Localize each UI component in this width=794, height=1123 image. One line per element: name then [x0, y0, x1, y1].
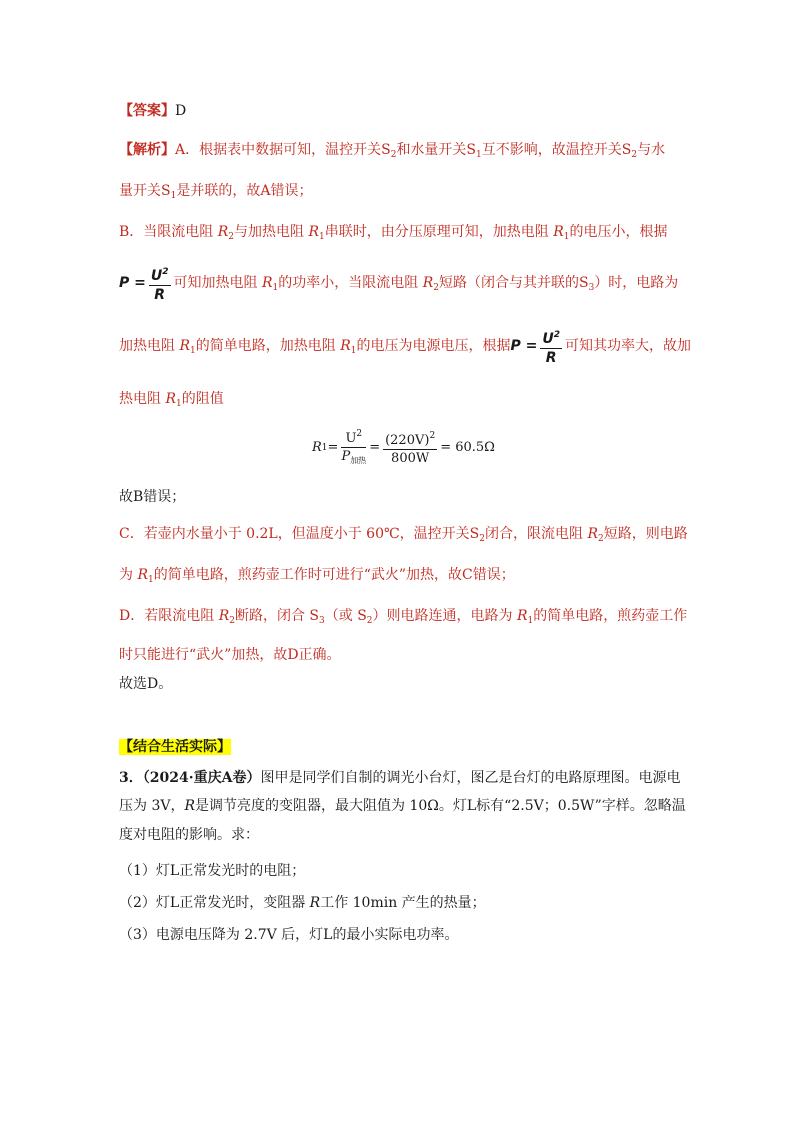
answer-value: D: [175, 103, 187, 119]
analysis-b-line1: B．当限流电阻 $R_2$与加热电阻 $R_1$串联时，由分压原理可知，加热电阻 $R_1$的电压小，根据: [119, 224, 668, 242]
analysis-b-conclusion: 故B错误；: [119, 489, 186, 505]
analysis-label: 【解析】: [119, 142, 175, 158]
resistance-formula-block: R 1 = $\frac{U^2}{P_{加热}}$ = $\frac{(220V)^2}{800W}$ = 60.5Ω: [312, 426, 495, 469]
analysis-a-line1: 【解析】A．根据表中数据可知，温控开关$S_2$和水量开关$S_1$互不影响，故温控开关$S_2$与水: [119, 142, 666, 160]
question-line2: 压为 3V，R是调节亮度的变阻器，最大阻值为 10Ω。灯L标有“2.5V；0.5W”字样。忽略温: [119, 798, 686, 814]
power-formula: P = $\frac{U^2}{R}$: [119, 275, 174, 291]
question-item-3: （3）电源电压降为 2.7V 后，灯L的最小实际电功率。: [119, 927, 459, 943]
analysis-c-line1: C．若壶内水量小于 0.2L，但温度小于 60℃，温控开关$S_2$闭合，限流电阻 $R_2$短路，则电路: [119, 526, 688, 544]
question-tag: 【结合生活实际】: [119, 739, 231, 755]
analysis-a-line2: 量开关$S_1$是并联的，故A错误；: [119, 183, 313, 201]
analysis-d-line1: D．若限流电阻 $R_2$断路，闭合 $S_3$（或 $S_2$）则电路连通，电路为 $R_1$的简单电路，煎药壶工作: [119, 608, 688, 626]
question-item-1: （1）灯L正常发光时的电阻；: [119, 863, 306, 879]
analysis-final: 故选D。: [119, 676, 173, 692]
question-item-2: （2）灯L正常发光时，变阻器 R工作 10min 产生的热量；: [119, 895, 486, 911]
analysis-c-line2: 为 $R_1$的简单电路，煎药壶工作时可进行“武火”加热，故C错误；: [119, 567, 515, 585]
analysis-b-line4: 热电阻 $R_1$的阻值: [119, 391, 224, 409]
question-line3: 度对电阻的影响。求：: [119, 827, 259, 843]
question-line1: 3．（2024·重庆A卷）图甲是同学们自制的调光小台灯，图乙是台灯的电路原理图。电源电: [119, 770, 681, 786]
answer-line: [119, 101, 186, 121]
answer-label: 【答案】: [119, 103, 175, 119]
analysis-b-line2: P = $\frac{U^2}{R}$ 可知加热电阻 $R_1$的功率小，当限流电阻 $R_2$短路（闭合与其并联的$S_3$）时，电路为: [119, 262, 678, 309]
analysis-b-line3: 加热电阻 $R_1$的简单电路，加热电阻 $R_1$的电压为电源电压，根据P = $\frac{U^2}{R}$ 可知其功率大，故加: [119, 325, 691, 372]
analysis-d-line2: 时只能进行“武火”加热，故D正确。: [119, 647, 341, 663]
power-formula-2: P = $\frac{U^2}{R}$: [510, 338, 565, 354]
